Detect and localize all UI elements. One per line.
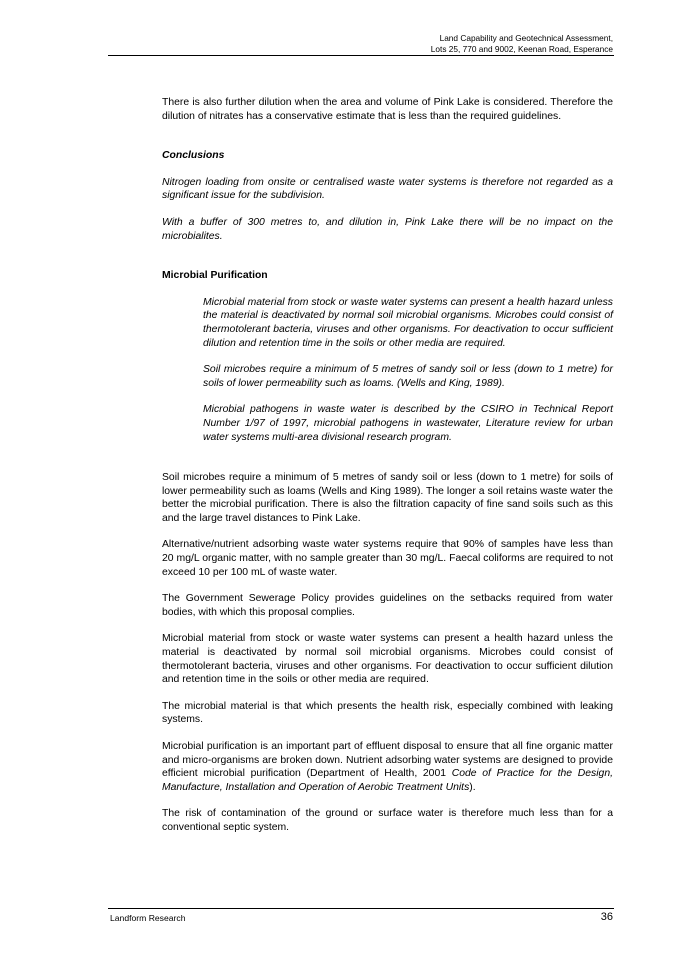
body-paragraph-1: Soil microbes require a minimum of 5 metres of sandy soil or less (down to 1 metre) for soils of lower permeability such as loams (Wells and King 1989). The longer a soil retains waste water the better the microbial purification. There is also the filtration capacity of fine sand soils such as this and the large travel distances to Pink Lake. xyxy=(162,472,613,524)
body-paragraph-6-text: Microbial purification is an important part of effluent disposal to ensure that all fine organic matter and micro-organisms are broken down. Nutrient adsorbing water systems are designed to provide efficient microbial purification (Department of Health, 2001 xyxy=(162,741,613,780)
body-paragraph-3: The Government Sewerage Policy provides guidelines on the setbacks required from water bodies, with which this proposal complies. xyxy=(162,593,613,618)
body-paragraph-4: Microbial material from stock or waste water systems can present a health hazard unless the material is deactivated by normal soil microbial organisms. Microbes could consist of thermotolerant bacteria, viruses and other organisms. For deactivation to occur sufficient dilution and retention time in the soils or other media are required. xyxy=(162,633,613,686)
header-line-1: Land Capability and Geotechnical Assessment, xyxy=(439,33,613,43)
header-line-2: Lots 25, 770 and 9002, Keenan Road, Esperance xyxy=(430,44,613,54)
page-body xyxy=(162,96,613,835)
body-paragraph-6 xyxy=(162,740,613,794)
header-divider xyxy=(108,55,614,56)
page-header xyxy=(108,33,613,55)
footer-author: Landform Research xyxy=(110,913,186,923)
body-paragraph-6-end: ). xyxy=(469,781,476,793)
page-number: 36 xyxy=(600,911,613,923)
code-of-practice-title: Code of Practice for the Design, Manufacture, Installation and Operation of Aerobic Treatment Units xyxy=(162,768,613,793)
microbial-quote-2: Soil microbes require a minimum of 5 metres of sandy soil or less (down to 1 metre) for soils of lower permeability such as loams. (Wells and King, 1989). xyxy=(203,364,613,389)
conclusions-paragraph-2: With a buffer of 300 metres to, and dilution in, Pink Lake there will be no impact on the microbialites. xyxy=(162,216,613,242)
intro-paragraph: There is also further dilution when the area and volume of Pink Lake is considered. Therefore the dilution of nitrates has a conservative estimate that is less than the required guidelines. xyxy=(162,97,613,122)
conclusions-heading: Conclusions xyxy=(162,150,225,162)
footer-divider xyxy=(108,908,614,909)
microbial-heading: Microbial Purification xyxy=(162,270,268,282)
conclusions-paragraph-1: Nitrogen loading from onsite or centralised waste water systems is therefore not regarded as a significant issue for the subdivision. xyxy=(162,176,613,202)
body-paragraph-2: Alternative/nutrient adsorbing waste water systems require that 90% of samples have less than 20 mg/L organic matter, with no sample greater than 30 mg/L. Faecal coliforms are required to not exceed 10 per 100 mL of waste water. xyxy=(162,539,613,578)
microbial-quote-3: Microbial pathogens in waste water is described by the CSIRO in Technical Report Number 1/97 of 1997, microbial pathogens in wastewater, Literature review for urban water systems multi-area divisional research program. xyxy=(203,404,613,443)
microbial-quote-1: Microbial material from stock or waste water systems can present a health hazard unless the material is deactivated by normal soil microbial organisms. Microbes could consist of thermotolerant bacteria, viruses and other organisms. For deactivation to occur sufficient dilution and retention time in the soils or other media are required. xyxy=(203,296,613,349)
body-paragraph-5: The microbial material is that which presents the health risk, especially combined with leaking systems. xyxy=(162,700,613,726)
body-paragraph-7: The risk of contamination of the ground or surface water is therefore much less than for a conventional septic system. xyxy=(162,808,613,833)
